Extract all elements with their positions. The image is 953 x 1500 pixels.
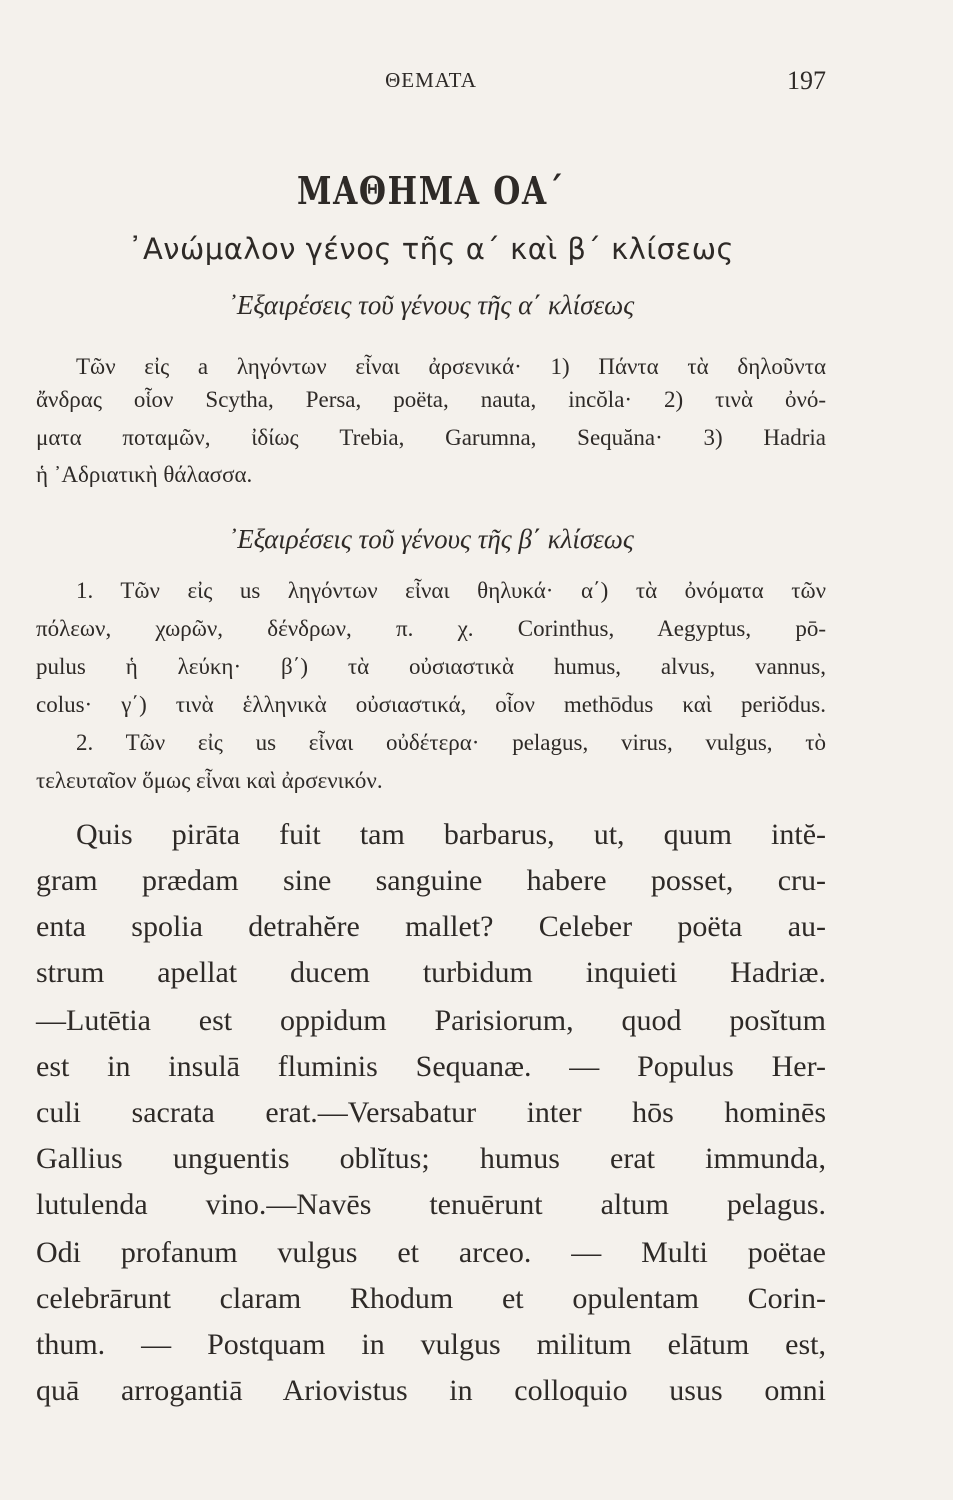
running-title: ΘΕΜΑΤΑ (385, 68, 477, 92)
section2-line: πόλεων, χωρῶν, δένδρων, π. χ. Corinthus, Aegyptus, pō- (36, 616, 826, 641)
section1-line: ἡ ᾿Αδριατικὴ θάλασσα. (36, 462, 253, 487)
exercise-line: quā arrogantiā Ariovistus in colloquio usus omni (36, 1374, 826, 1407)
exercise-line: Quis pirāta fuit tam barbarus, ut, quum intĕ- (76, 818, 826, 851)
section2-line: 1. Τῶν εἰς us ληγόντων εἶναι θηλυκά· α΄) τὰ ὀνόματα τῶν (76, 578, 826, 603)
exercise-line: Gallius unguentis oblĭtus; humus erat immunda, (36, 1142, 826, 1175)
exercise-line: lutulenda vino.—Navēs tenuērunt altum pelagus. (36, 1188, 826, 1221)
running-head (36, 62, 826, 102)
exercise-line: strum apellat ducem turbidum inquieti Hadriæ. (36, 956, 826, 989)
exercise-line: gram prædam sine sanguine habere posset, cru- (36, 864, 826, 897)
lesson-subtitle: ᾿Ανώμαλον γένος τῆς α΄ καὶ β΄ κλίσεως (127, 232, 735, 266)
section2-line: 2. Τῶν εἰς us εἶναι οὐδέτερα· pelagus, virus, vulgus, τὸ (76, 730, 826, 755)
section2-heading: ᾿Εξαιρέσεις τοῦ γένους τῆς β΄ κλίσεως (228, 524, 634, 554)
section1-heading: ᾿Εξαιρέσεις τοῦ γένους τῆς α΄ κλίσεως (227, 290, 635, 320)
section1-line: Τῶν εἰς a ληγόντων εἶναι ἀρσενικά· 1) Πάντα τὰ δηλοῦντα (76, 354, 826, 379)
exercise-line: celebrārunt claram Rhodum et opulentam Corin- (36, 1282, 826, 1315)
section2-line: τελευταῖον ὅμως εἶναι καὶ ἀρσενικόν. (36, 768, 383, 793)
exercise-line: enta spolia detrahĕre mallet? Celeber poëta au- (36, 910, 826, 943)
section1-line: ματα ποταμῶν, ἰδίως Trebia, Garumna, Sequăna· 3) Hadria (36, 425, 826, 450)
exercise-line: est in insulā fluminis Sequanæ. — Populus Her- (36, 1050, 826, 1083)
exercise-line: thum. — Postquam in vulgus militum elātum est, (36, 1328, 826, 1361)
exercise-line: culi sacrata erat.—Versabatur inter hōs hominēs (36, 1096, 826, 1129)
section2-line: pulus ἡ λεύκη· β΄) τὰ οὐσιαστικὰ humus, alvus, vannus, (36, 654, 826, 679)
section2-line: colus· γ΄) τινὰ ἑλληνικὰ οὐσιαστικά, οἷον methōdus καὶ periŏdus. (36, 692, 826, 717)
exercise-line: —Lutētia est oppidum Parisiorum, quod posĭtum (36, 1004, 826, 1037)
section1-line: ἄνδρας οἷον Scytha, Persa, poëta, nauta, incŏla· 2) τινὰ ὀνό- (36, 387, 826, 412)
page-number: 197 (787, 66, 826, 95)
exercise-line: Odi profanum vulgus et arceo. — Multi poëtae (36, 1236, 826, 1269)
lesson-title: ΜΑΘΗΜΑ ΟΑ΄ (296, 168, 566, 213)
